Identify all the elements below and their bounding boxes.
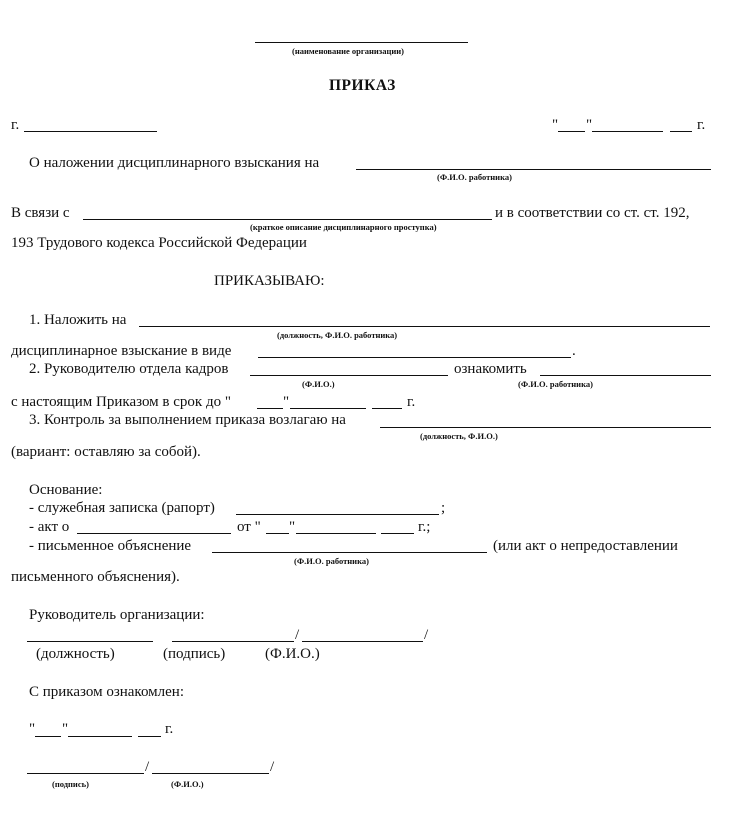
item1-employee-line[interactable] (139, 326, 710, 327)
head-slash-1: / (295, 627, 300, 643)
date-quote-close: " (586, 117, 593, 133)
deadline-quote-close: " (283, 394, 290, 410)
date-month-line[interactable] (592, 131, 663, 132)
preamble-prefix: В связи с (11, 205, 70, 221)
act-subject-line[interactable] (77, 533, 231, 534)
memo-line[interactable] (236, 514, 439, 515)
basis-explanation-prefix: - письменное объяснение (29, 538, 192, 554)
preamble-suffix: и в соответствии со ст. ст. 192, (495, 205, 690, 221)
basis-heading: Основание: (29, 482, 103, 498)
basis-act-prefix: - акт о (29, 519, 70, 535)
item1-penalty-prefix: дисциплинарное взыскание в виде (11, 343, 232, 359)
head-slash-2: / (424, 627, 429, 643)
ack-day-line[interactable] (35, 736, 61, 737)
misconduct-description-hint: (краткое описание дисциплинарного проступка) (250, 222, 437, 232)
basis-memo-end: ; (441, 500, 446, 516)
head-name-hint: (Ф.И.О.) (265, 646, 320, 662)
deadline-month-line[interactable] (290, 408, 366, 409)
ack-slash-2: / (270, 759, 275, 775)
misconduct-description-line[interactable] (83, 219, 492, 220)
penalty-type-line[interactable] (258, 357, 571, 358)
item2-employee-hint: (Ф.И.О. работника) (518, 379, 593, 389)
item3-variant: (вариант: оставляю за собой). (11, 444, 201, 460)
ack-date-quote-open: " (29, 721, 36, 737)
subject-text: О наложении дисциплинарного взыскания на (29, 155, 320, 171)
item2-employee-line[interactable] (540, 375, 711, 376)
explanation-employee-line[interactable] (212, 552, 487, 553)
act-month-line[interactable] (296, 533, 376, 534)
preamble-line-2: 193 Трудового кодекса Российской Федерации (11, 235, 307, 251)
head-sign-title: Руководитель организации: (29, 607, 205, 623)
organization-name-line[interactable] (255, 42, 468, 43)
subject-employee-hint: (Ф.И.О. работника) (437, 172, 512, 182)
ack-year-line[interactable] (138, 736, 161, 737)
item1-end: . (572, 343, 576, 359)
date-year-line[interactable] (670, 131, 692, 132)
basis-memo: - служебная записка (рапорт) (29, 500, 215, 516)
hr-head-name-hint: (Ф.И.О.) (302, 379, 335, 389)
document-title: ПРИКАЗ (329, 77, 396, 94)
ack-slash-1: / (145, 759, 150, 775)
deadline-year-line[interactable] (372, 408, 402, 409)
head-position-hint: (должность) (36, 646, 115, 662)
basis-act-from: от " (237, 519, 261, 535)
subject-employee-line[interactable] (356, 169, 711, 170)
ack-date-quote-close: " (62, 721, 69, 737)
item2-mid: ознакомить (454, 361, 527, 377)
ack-signature-line[interactable] (27, 773, 144, 774)
item2-prefix: 2. Руководителю отдела кадров (29, 361, 229, 377)
city-prefix: г. (11, 117, 20, 133)
organization-name-hint: (наименование организации) (292, 46, 404, 56)
ack-title: С приказом ознакомлен: (29, 684, 185, 700)
item1-employee-hint: (должность, Ф.И.О. работника) (277, 330, 398, 340)
ack-signature-hint: (подпись) (52, 779, 89, 789)
hr-head-name-line[interactable] (250, 375, 448, 376)
date-suffix: г. (697, 117, 706, 133)
date-day-line[interactable] (558, 131, 585, 132)
order-word: ПРИКАЗЫВАЮ: (214, 273, 325, 289)
explanation-employee-hint: (Ф.И.О. работника) (294, 556, 369, 566)
city-line[interactable] (24, 131, 157, 132)
head-position-line[interactable] (27, 641, 153, 642)
head-name-line[interactable] (302, 641, 423, 642)
control-person-line[interactable] (380, 427, 711, 428)
act-quote-close: " (289, 519, 296, 535)
ack-date-suffix: г. (165, 721, 174, 737)
basis-explanation-line-2: письменного объяснения). (11, 569, 180, 585)
head-signature-hint: (подпись) (163, 646, 226, 662)
date-quote-open: " (552, 117, 559, 133)
item2-deadline-prefix: с настоящим Приказом в срок до " (11, 394, 231, 410)
act-year-line[interactable] (381, 533, 414, 534)
ack-name-hint: (Ф.И.О.) (171, 779, 204, 789)
basis-act-suffix: г.; (418, 519, 431, 535)
deadline-suffix: г. (407, 394, 416, 410)
item3-prefix: 3. Контроль за выполнением приказа возлагаю на (29, 412, 346, 428)
control-person-hint: (должность, Ф.И.О.) (420, 431, 498, 441)
head-signature-line[interactable] (172, 641, 294, 642)
basis-explanation-suffix: (или акт о непредоставлении (493, 538, 678, 554)
ack-month-line[interactable] (68, 736, 132, 737)
deadline-day-line[interactable] (257, 408, 283, 409)
ack-name-line[interactable] (152, 773, 269, 774)
act-day-line[interactable] (266, 533, 289, 534)
item1-prefix: 1. Наложить на (29, 312, 127, 328)
